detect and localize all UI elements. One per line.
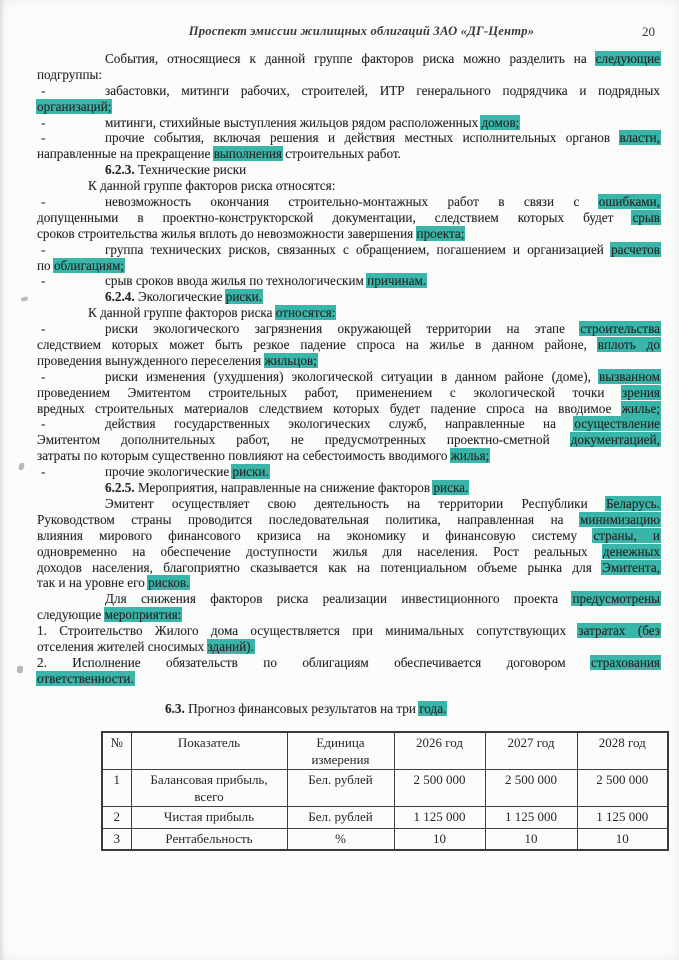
text-line [37, 67, 660, 83]
text-segment: влияния мирового финансового кризиса на экономику и финансовую систему [37, 527, 594, 543]
text-line-content [37, 607, 660, 623]
table-row [102, 769, 668, 806]
text-line [37, 353, 660, 369]
text-segment: направленные на прекращение [37, 146, 214, 162]
highlighted-text: Эмитента, [602, 559, 660, 575]
text-segment: 6.2.3. [105, 162, 135, 178]
text-segment: риски изменения (ухудшения) экологической ситуации в данном районе (доме), [105, 368, 599, 384]
text-line-content [105, 416, 660, 432]
text-line [37, 496, 660, 512]
text-segment: невозможность окончания строительно-монтажных работ в связи с [105, 194, 599, 210]
table-cell: 2 500 000 [577, 769, 668, 806]
highlighted-text: ответственности. [37, 670, 134, 686]
text-line-content [37, 210, 660, 226]
text-line [37, 99, 660, 115]
text-segment: 6.2.4. [105, 289, 135, 305]
text-line-content [37, 385, 660, 401]
table-cell: 1 125 000 [577, 806, 668, 828]
highlighted-text: риска. [433, 480, 469, 496]
bullet-dash: - [41, 368, 46, 384]
highlighted-text: организаций; [37, 98, 112, 114]
table-cell: % [287, 828, 394, 850]
text-line-content [37, 623, 660, 639]
text-segment: Экологические [134, 289, 226, 305]
text-segment: следующие [37, 607, 105, 623]
text-segment: срыв сроков ввода жилья по технологическим [105, 273, 368, 289]
text-line-content [37, 162, 660, 178]
text-line [37, 385, 660, 401]
highlighted-text: причинам. [367, 273, 427, 289]
table-cell: Бел. рублей [287, 806, 394, 828]
page-header-title: Проспект эмиссии жилищных облигаций ЗАО «ДГ-Центр» [188, 24, 535, 38]
highlighted-text: расчетов [611, 241, 660, 257]
table-cell: 1 [102, 769, 131, 806]
text-line-content [37, 178, 660, 194]
table-cell: 10 [394, 828, 485, 850]
table-cell: 2 500 000 [394, 769, 485, 806]
text-line [37, 305, 660, 321]
text-line [37, 258, 660, 274]
scan-artifact [17, 666, 24, 674]
highlighted-text: рисков. [148, 575, 190, 591]
text-line [37, 242, 660, 258]
text-line-content [37, 337, 660, 353]
text-segment: Эмитентом дополнительных работ, не предусмотренных проектно-сметной [37, 432, 571, 448]
table-cell: Рентабельность [131, 828, 287, 850]
text-line-content [37, 99, 660, 115]
table-cell: 1 125 000 [394, 806, 485, 828]
text-line [37, 671, 660, 687]
text-segment: подгруппы: [37, 66, 103, 82]
text-segment: Руководством страны проводится последовательная политика, направленная на [37, 511, 581, 527]
highlighted-text: денежных [602, 543, 660, 559]
scan-artifact [21, 296, 29, 302]
text-line [37, 273, 660, 289]
text-line [37, 337, 660, 353]
text-line-content [37, 401, 660, 417]
text-segment: доходов населения, благоприятно сказывается как на потенциальном объеме рынка для [37, 559, 603, 575]
text-line-content [105, 83, 660, 99]
scan-edge-shadow [0, 0, 5, 960]
text-line-content [37, 480, 660, 496]
text-segment: одновременно на обеспечение доступности жилья для населения. Рост реальных [37, 543, 603, 559]
text-line [37, 130, 660, 146]
highlighted-text: года. [419, 700, 447, 716]
text-line [37, 178, 660, 194]
highlighted-text: проекта; [416, 225, 465, 241]
text-line-content [37, 671, 660, 687]
table-cell: 10 [485, 828, 577, 850]
text-line [37, 607, 660, 623]
text-segment: Технические риски [134, 162, 247, 178]
text-segment: Для снижения факторов риска реализации инвестиционного проекта [105, 591, 573, 607]
highlighted-text: выполнения [213, 146, 282, 162]
highlighted-text: Беларусь. [605, 495, 660, 511]
text-segment: строительных работ. [281, 146, 401, 162]
table-header-cell: Показатель [131, 732, 287, 769]
text-segment: вредных строительных материалов следствием которых будет падение спроса на вводимое [37, 400, 622, 416]
table-cell: 3 [102, 828, 131, 850]
highlighted-text: вызванном [598, 368, 660, 384]
text-segment: 1. Строительство Жилого дома осуществляется при минимальных сопутствующих [37, 623, 579, 639]
text-line [37, 575, 660, 591]
table-row [102, 806, 668, 828]
bullet-dash: - [41, 321, 46, 337]
text-line-content [105, 273, 660, 289]
bullet-dash: - [41, 114, 46, 130]
highlighted-text: зданий). [207, 638, 254, 654]
text-segment: прочие события, включая решения и действия местных исполнительных органов [105, 130, 620, 146]
scan-artifact [18, 463, 24, 470]
text-line [37, 544, 660, 560]
table-header-cell: № [102, 732, 131, 769]
body-text [37, 51, 660, 717]
table-cell: Балансовая прибыль, всего [131, 769, 287, 806]
bullet-dash: - [41, 273, 46, 289]
text-segment: риски экологического загрязнения окружающей территории на этапе [105, 321, 581, 337]
text-line [37, 146, 660, 162]
table-header-row [102, 732, 668, 769]
text-line [37, 210, 660, 226]
text-line [37, 369, 660, 385]
text-segment: прочие экологические [105, 464, 233, 480]
highlighted-text: риски. [225, 289, 263, 305]
table-cell: 10 [577, 828, 668, 850]
text-line-content [37, 701, 660, 717]
text-segment: проведения вынужденного переселения [37, 352, 265, 368]
highlighted-text: зрения [622, 384, 660, 400]
bullet-dash: - [41, 130, 46, 146]
text-line [37, 655, 660, 671]
text-segment: по [37, 257, 54, 273]
text-line [37, 401, 660, 417]
text-segment: События, относящиеся к данной группе факторов риска можно разделить на [105, 51, 596, 66]
text-segment: группа технических рисков, связанных с обращением, погашением и организацией [105, 241, 612, 257]
text-line [37, 194, 660, 210]
text-line-content [105, 464, 660, 480]
text-line [37, 226, 660, 242]
text-segment: сроков строительства жилья вплоть до невозможности завершения [37, 225, 417, 241]
text-line-content [37, 512, 660, 528]
highlighted-text: жилья; [450, 448, 490, 464]
text-line [37, 560, 660, 576]
bullet-dash: - [41, 82, 46, 98]
text-line-content [37, 639, 660, 655]
text-line-content [37, 432, 660, 448]
table-cell: 2 [102, 806, 131, 828]
table-cell: 1 125 000 [485, 806, 577, 828]
text-line-content [37, 496, 660, 512]
text-line [37, 321, 660, 337]
highlighted-text: осуществление [574, 416, 660, 432]
highlighted-text: документацией, [570, 432, 660, 448]
text-line-content [105, 115, 660, 131]
text-line-content [37, 575, 660, 591]
text-line [37, 432, 660, 448]
highlighted-text: относятся: [275, 305, 336, 321]
highlighted-text: власти, [619, 130, 660, 146]
text-line-content [37, 226, 660, 242]
table-body [102, 732, 668, 850]
text-line-content [37, 51, 660, 67]
text-line [37, 591, 660, 607]
highlighted-text: предусмотрены [572, 591, 660, 607]
text-segment: следствием которых может быть резкое падение спроса на жилье в данном районе, [37, 337, 598, 353]
text-segment: 6.3. [165, 700, 185, 716]
text-line [37, 464, 660, 480]
bullet-dash: - [41, 416, 46, 432]
text-segment: 2. Исполнение обязательств по облигациям обеспечивается договором [37, 654, 591, 670]
text-line-content [37, 528, 660, 544]
text-line-content [37, 67, 660, 83]
highlighted-text: домов; [481, 114, 520, 130]
text-line-content [105, 242, 660, 258]
page-number: 20 [642, 24, 655, 39]
text-line-content [37, 591, 660, 607]
text-line-content [105, 321, 660, 337]
highlighted-text: облигациям; [53, 257, 125, 273]
table-cell: Чистая прибыль [131, 806, 287, 828]
text-line [37, 639, 660, 655]
highlighted-text: страны, и [593, 527, 660, 543]
text-line-content [37, 146, 660, 162]
text-line-content [105, 194, 660, 210]
text-line [37, 528, 660, 544]
text-segment: Мероприятия, направленные на снижение факторов [134, 480, 434, 496]
highlighted-text: строительства [580, 321, 660, 337]
text-line-content [37, 258, 660, 274]
text-line [37, 51, 660, 67]
bullet-dash: - [41, 241, 46, 257]
highlighted-text: срыв [632, 209, 660, 225]
table-row [102, 828, 668, 850]
highlighted-text: затратах (без [578, 623, 660, 639]
text-line-content [105, 369, 660, 385]
text-line [37, 448, 660, 464]
highlighted-text: минимизацию [580, 511, 660, 527]
text-segment: Прогноз финансовых результатов на три [184, 700, 420, 716]
highlighted-text: страхования [591, 654, 660, 670]
text-line [37, 115, 660, 131]
text-line-content [105, 130, 660, 146]
text-segment: проведением Эмитентом строительных работ, применением с экологической точки [37, 384, 623, 400]
table-header-cell: Единица измерения [287, 732, 394, 769]
bullet-dash: - [41, 464, 46, 480]
text-segment: К данной группе факторов риска относятся: [88, 178, 336, 194]
text-segment: 6.2.5. [105, 480, 135, 496]
table-header-cell: 2028 год [577, 732, 668, 769]
text-segment: допущенными в проектно-конструкторской документации, следствием которых будет [37, 209, 633, 225]
text-line [37, 162, 660, 178]
text-line-content [37, 289, 660, 305]
text-line-content [37, 560, 660, 576]
text-line-content [37, 448, 660, 464]
text-line-content [37, 544, 660, 560]
bullet-dash: - [41, 194, 46, 210]
table-cell: Бел. рублей [287, 769, 394, 806]
text-line [37, 512, 660, 528]
text-segment: Эмитент осуществляет свою деятельность на территории Республики [105, 495, 606, 511]
text-segment: затраты по которым существенно повлияют на себестоимость вводимого [37, 448, 451, 464]
financial-forecast-table [101, 731, 669, 851]
text-line [37, 83, 660, 99]
text-line [37, 623, 660, 639]
table-header-cell: 2026 год [394, 732, 485, 769]
highlighted-text: риски. [232, 464, 269, 480]
text-segment: забастовки, митинги рабочих, строителей, ИТР генерального подрядчика и подрядных [105, 82, 660, 98]
highlighted-text: жильцов; [264, 352, 317, 368]
table-header-cell: 2027 год [485, 732, 577, 769]
text-line [37, 480, 660, 496]
text-line [37, 289, 660, 305]
table-cell: 2 500 000 [485, 769, 577, 806]
highlighted-text: вплоть до [597, 337, 660, 353]
highlighted-text: мероприятия: [104, 607, 182, 623]
text-line-content [37, 305, 660, 321]
highlighted-text: следующие [595, 51, 660, 66]
text-segment: митинги, стихийные выступления жильцов рядом расположенных [105, 114, 482, 130]
text-line-content [37, 655, 660, 671]
text-segment: К данной группе факторов риска [88, 305, 276, 321]
highlighted-text: ошибками, [598, 194, 660, 210]
text-segment: действия государственных экологических служб, направленные на [105, 416, 575, 432]
text-line [37, 416, 660, 432]
text-line [37, 701, 660, 717]
text-segment: так и на уровне его [37, 575, 149, 591]
text-segment: отселения жителей сносимых [37, 638, 208, 654]
highlighted-text: жилье; [621, 400, 660, 416]
text-line-content [37, 353, 660, 369]
